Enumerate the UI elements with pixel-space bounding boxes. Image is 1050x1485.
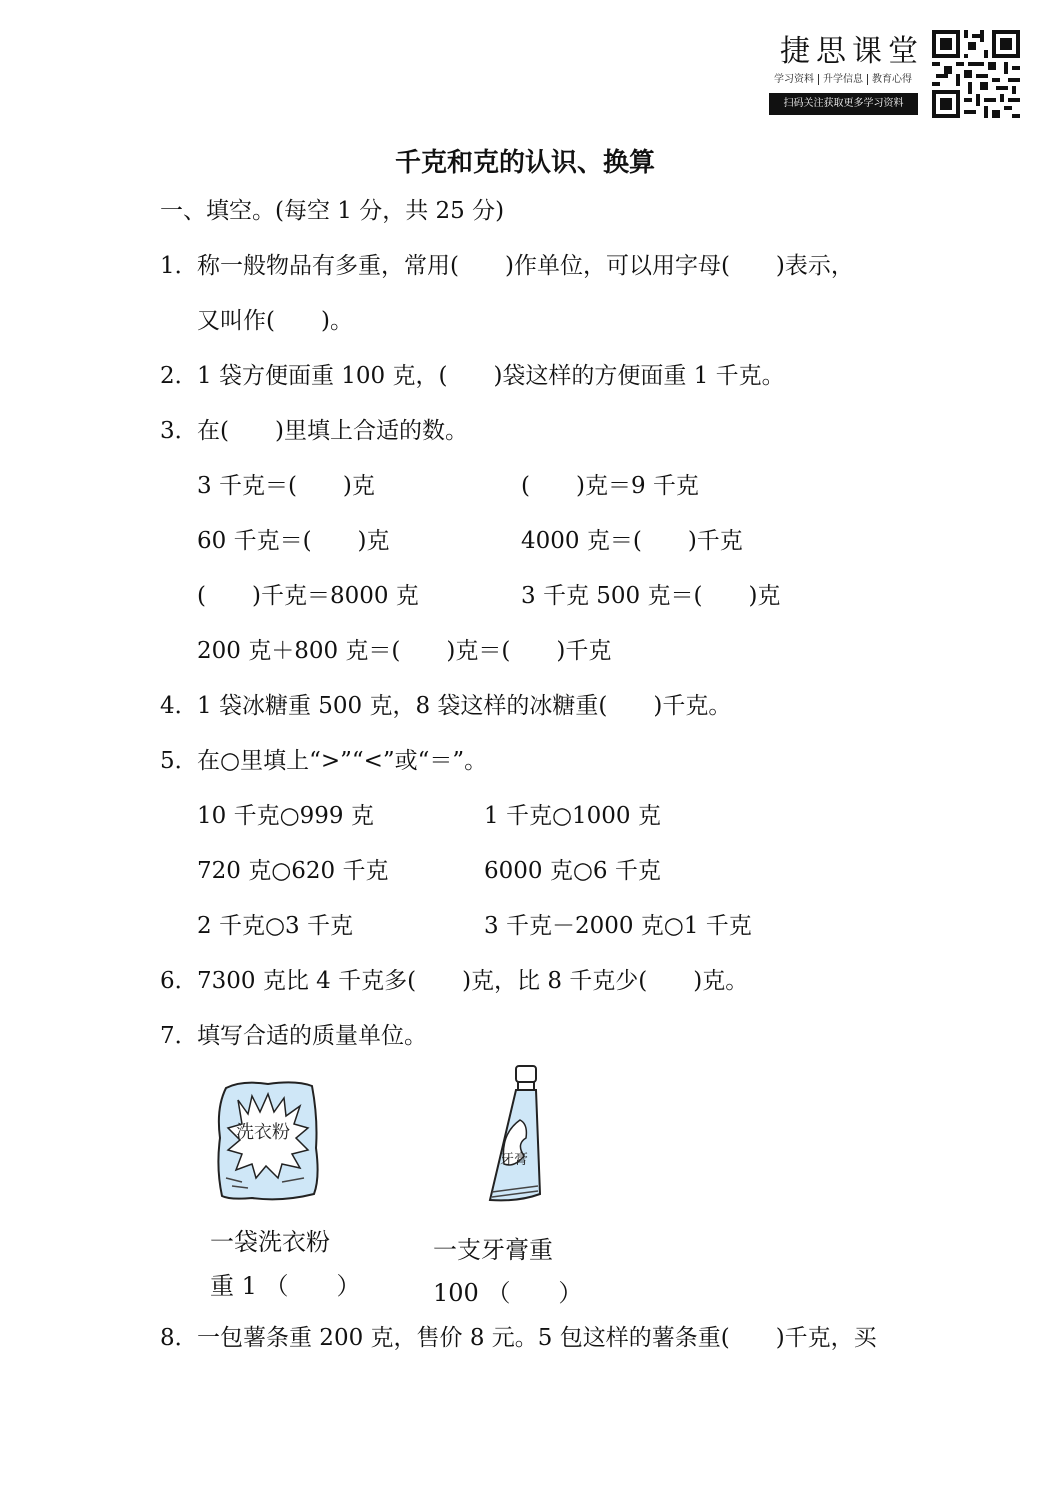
question-text: 1 袋冰糖重 500 克，8 袋这样的冰糖重( )千克。	[197, 693, 732, 719]
question-text: 在○里填上“>”“<”或“＝”。	[197, 748, 488, 774]
fill-item: ( )克＝9 千克	[521, 473, 699, 499]
caption-toothpaste: 一支牙膏重	[433, 1236, 553, 1264]
page-title: 千克和克的认识、换算	[394, 148, 655, 178]
question-number: 1．	[160, 253, 198, 279]
question-number: 7．	[160, 1023, 198, 1049]
compare-item: 10 千克○999 克	[197, 803, 374, 829]
fill-item: 3 千克 500 克＝( )克	[521, 583, 781, 609]
brand-tag: 学习资料	[770, 74, 819, 85]
compare-item: 720 克○620 千克	[197, 858, 389, 884]
qr-code-icon[interactable]	[932, 30, 1020, 118]
question-text: 1 袋方便面重 100 克，( )袋这样的方便面重 1 千克。	[197, 363, 785, 389]
toothpaste-label: 牙膏	[500, 1152, 528, 1168]
question-number: 4．	[160, 693, 198, 719]
question-text: 称一般物品有多重，常用( )作单位，可以用字母( )表示，	[197, 253, 854, 279]
fill-item: 200 克＋800 克＝( )克＝( )千克	[197, 638, 612, 664]
brand-tags	[770, 70, 916, 85]
caption-toothpaste-weight: 100 （ ）	[433, 1279, 583, 1307]
question-number: 8．	[160, 1325, 198, 1351]
question-text: 在( )里填上合适的数。	[197, 418, 468, 444]
brand-slogan-bar: 扫码关注获取更多学习资料	[769, 93, 918, 115]
detergent-bag-icon	[212, 1078, 324, 1204]
section-heading: 一、填空。(每空 1 分，共 25 分)	[160, 198, 505, 224]
question-number: 2．	[160, 363, 198, 389]
question-text: 填写合适的质量单位。	[197, 1023, 427, 1049]
compare-item: 6000 克○6 千克	[484, 858, 661, 884]
fill-item: ( )千克＝8000 克	[197, 583, 419, 609]
brand-name: 捷思课堂	[780, 34, 924, 69]
toothpaste-icon	[486, 1064, 546, 1209]
compare-item: 2 千克○3 千克	[197, 913, 353, 939]
brand-tag: 升学信息	[819, 74, 868, 85]
question-text: 一包薯条重 200 克，售价 8 元。5 包这样的薯条重( )千克，买	[197, 1325, 877, 1351]
fill-item: 4000 克＝( )千克	[521, 528, 743, 554]
question-number: 5．	[160, 748, 198, 774]
question-number: 6．	[160, 968, 198, 994]
fill-item: 3 千克＝( )克	[197, 473, 375, 499]
caption-detergent-weight: 重 1 （ ）	[210, 1272, 361, 1300]
question-text: 7300 克比 4 千克多( )克，比 8 千克少( )克。	[197, 968, 749, 994]
question-number: 3．	[160, 418, 198, 444]
caption-detergent: 一袋洗衣粉	[210, 1228, 330, 1256]
detergent-label: 洗衣粉	[236, 1122, 290, 1143]
compare-item: 3 千克－2000 克○1 千克	[484, 913, 752, 939]
brand-tag: 教育心得	[872, 74, 912, 85]
compare-item: 1 千克○1000 克	[484, 803, 661, 829]
fill-item: 60 千克＝( )克	[197, 528, 390, 554]
question-text: 又叫作( )。	[197, 308, 353, 334]
